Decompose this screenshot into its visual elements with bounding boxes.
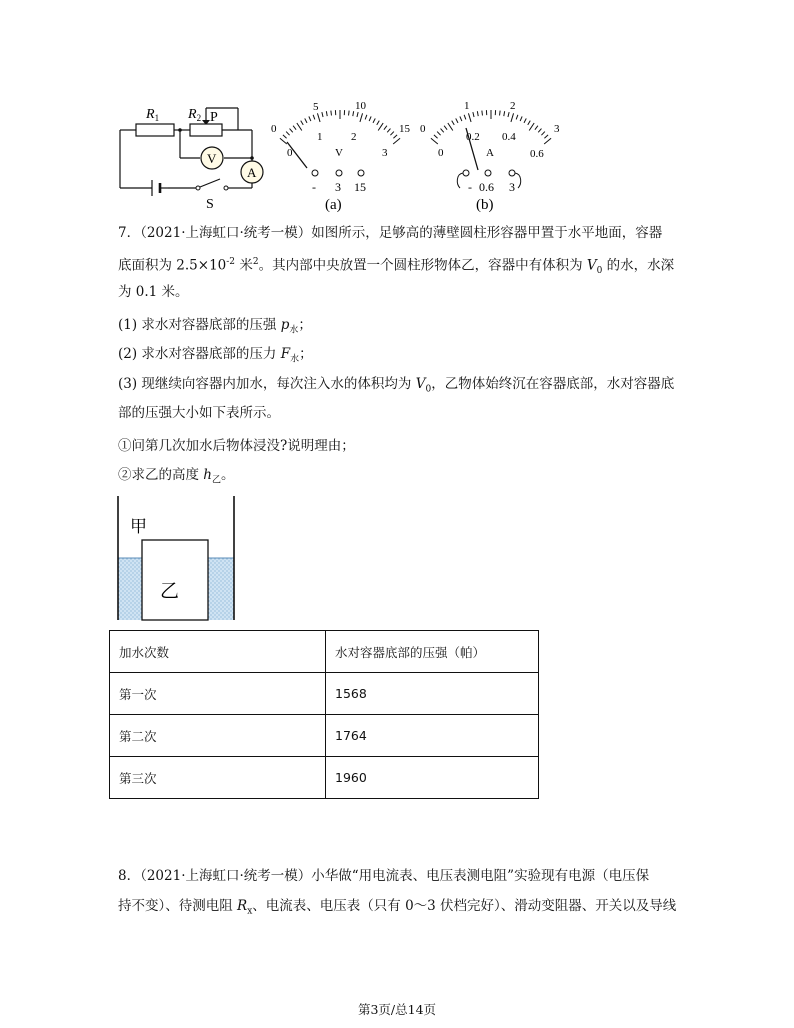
pressure-table [109,630,539,799]
r2-label: $R_2$ [188,107,202,123]
ammeter-dial-b [416,96,566,214]
table-cell: 第三次 [110,757,326,799]
dial-tick [369,116,371,121]
dial-tick [511,113,514,122]
a-upper-1: 1 [464,100,470,112]
v-lower-3: 3 [382,147,388,159]
dial-tick [535,126,538,130]
q8-line2: 持不变）、待测电阻 $R_x$、电流表、电压表（只有 0～3 伏档完好）、滑动变阻器、开关以及导线 [118,898,677,917]
dial-tick [326,111,327,116]
q8-line1: 8．（2021·上海虹口·统考一模）小华做“用电流表、电压表测电阻”实验现有电源（电压保 [118,868,650,884]
table-header-row [110,631,539,673]
v-unit: V [335,147,343,159]
dial-tick [508,112,509,117]
a-lower-06: 0.6 [530,148,544,160]
ammeter-label: A [247,165,257,180]
dial-tick [468,113,471,122]
q7-line1: 7．（2021·上海虹口·统考一模）如图所示，足够高的薄壁圆柱形容器甲置于水平地面，容器 [118,225,663,241]
switch-label: S [206,197,214,212]
voltmeter-dial-a [265,96,415,214]
table-row [110,673,539,715]
dial-tick [528,121,531,125]
table-cell: 1764 [326,715,539,757]
dial-tick [504,111,505,116]
dial-tick [317,113,320,122]
dial-tick [390,132,393,136]
v-caption: (a) [325,197,342,213]
slider-p-label: P [210,110,218,125]
dial-tick [322,112,323,117]
resistor-r1 [136,124,174,136]
dial-tick [477,111,478,116]
table-cell: 1568 [326,673,539,715]
dial-tick [331,111,332,116]
v-upper-15: 15 [399,123,410,135]
dial-tick [283,135,287,138]
v-upper-5: 5 [313,101,319,113]
dial-tick [377,121,380,125]
q7-line2: 底面积为 $2.5\times 10^{-2}$ 米$^2$。其内部中央放置一个圆柱形物体乙，容器中有体积为 $V_0$ 的水，水深 [118,257,675,277]
a-upper-3: 3 [554,123,560,135]
dial-tick [360,113,363,122]
q7-sub3-line2: 部的压强大小如下表所示。 [118,405,280,421]
dial-tick [524,118,526,122]
a-caption: (b) [476,197,494,213]
v-upper-10: 10 [355,100,366,112]
table-cell: 第二次 [110,715,326,757]
dial-tick [384,126,387,130]
v-terminal-15: 15 [354,180,366,194]
dial-tick [365,115,367,120]
dial-tick [387,129,390,133]
container-figure [114,494,238,622]
dial-tick [460,116,462,121]
dial-tick [280,138,287,144]
v-upper-0: 0 [271,123,277,135]
q7-line3: 为 0.1 米。 [118,284,189,300]
object-yi [142,540,208,620]
dial-tick [431,138,438,144]
q7-sub3-line1: (3) 现继续向容器内加水，每次注入水的体积均为 $V_0$，乙物体始终沉在容器底部，水对容器底 [118,376,675,395]
dial-tick [313,115,315,120]
dial-tick [290,129,293,133]
v-terminal-3: 3 [335,180,341,194]
q7-sub2: (2) 求水对容器底部的压力 $F_水$； [118,346,313,365]
dial-tick [309,116,311,121]
dial-tick [393,138,400,144]
dial-tick [516,115,518,120]
dial-tick [349,111,350,116]
dial-tick [541,132,544,136]
v-lower-0: 0 [287,147,293,159]
page-footer: 第3页/总14页 [357,1002,437,1017]
dial-tick [464,115,466,120]
resistor-r2 [190,124,222,136]
dial-tick [437,132,440,136]
dial-tick [378,123,383,130]
dial-tick [373,118,375,122]
a-lower-0: 0 [438,147,444,159]
dial-tick [456,118,458,122]
q7-question1: ①问第几次加水后物体浸没?说明理由； [118,438,355,454]
dial-tick [297,123,302,130]
dial-tick [357,112,358,117]
dial-tick [444,126,447,130]
a-terminal-neg: - [468,180,472,194]
dial-tick [482,111,483,116]
dial-tick [434,135,438,138]
q7-sub1: (1) 求水对容器底部的压强 $p_水$； [118,317,312,336]
dial-tick [441,129,444,133]
v-lower-1: 1 [317,131,323,143]
table-cell: 1960 [326,757,539,799]
a-unit: A [486,147,494,159]
v-lower-2: 2 [351,131,357,143]
table-header-cell: 加水次数 [110,631,326,673]
a-lower-04: 0.4 [502,131,516,143]
container-jia-label: 甲 [130,517,147,536]
dial-tick [448,123,453,130]
object-yi-label: 乙 [160,581,180,602]
dial-tick [393,135,397,138]
v-terminal-neg: - [312,180,316,194]
dial-tick [286,132,289,136]
table-row [110,757,539,799]
voltmeter-label: V [207,151,217,166]
dial-tick [353,111,354,116]
a-terminal-06: 0.6 [479,180,494,194]
dial-tick [529,123,534,130]
a-lower-02: 0.2 [466,131,480,143]
dial-tick [544,135,548,138]
r1-label: $R_1$ [146,107,160,123]
dial-tick [538,129,541,133]
dial-tick [520,116,522,121]
dial-tick [305,118,307,122]
dial-tick [544,138,551,144]
dial-tick [473,112,474,117]
dial-tick [500,111,501,116]
dial-tick [301,121,304,125]
dial-tick [452,121,455,125]
a-upper-0: 0 [420,123,426,135]
a-upper-2: 2 [510,100,516,112]
q7-question2: ②求乙的高度 $h_乙$。 [118,467,235,486]
table-row [110,715,539,757]
table-header-cell: 水对容器底部的压强（帕） [326,631,539,673]
table-cell: 第一次 [110,673,326,715]
dial-tick [293,126,296,130]
a-terminal-3: 3 [509,180,515,194]
